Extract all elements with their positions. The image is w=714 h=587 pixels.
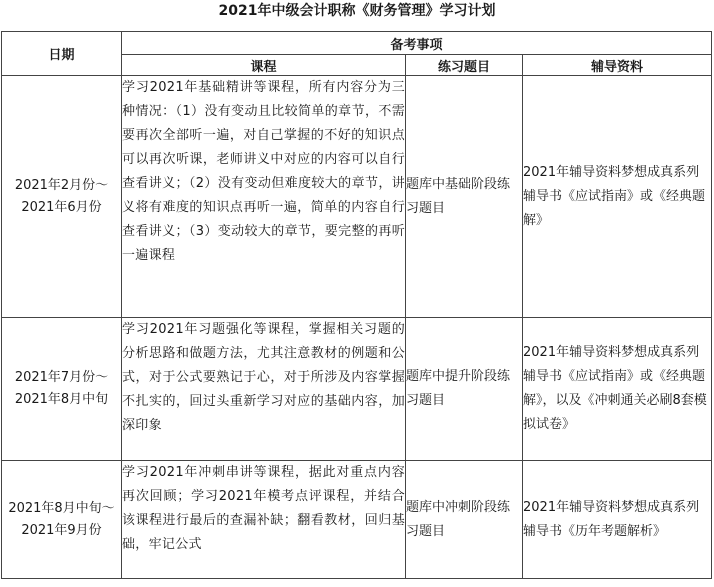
row-course: 学习2021年习题强化等课程，掌握相关习题的分析思路和做题方法，尤其注意教材的例题和公式，对于公式要熟记于心，对于所涉及内容掌握不扎实的，回过头重新学习对应的基础内容，加深印象 [122,318,406,461]
header-row-1 [2,32,712,55]
header-material: 辅导资料 [523,55,712,76]
header-practice: 练习题目 [406,55,523,76]
row-material: 2021年辅导资料梦想成真系列辅导书《应试指南》或《经典题解》，以及《冲刺通关必刷8套模拟试卷》 [523,318,712,461]
row-course: 学习2021年基础精讲等课程，所有内容分为三种情况：（1）没有变动且比较简单的章节，不需要再次全部听一遍，对自己掌握的不好的知识点可以再次听课，老师讲义中对应的内容可以自行查看讲义；（2）没有变动但难度较大的章节，讲义将有难度的知识点再听一遍，简单的内容自行查看讲义；（3）变动较大的章节，要完整的再听一遍课程 [122,76,406,318]
table-row [2,318,712,461]
page-title: 2021年中级会计职称《财务管理》学习计划 [218,3,496,19]
row-date: 2021年8月中旬～2021年9月份 [2,461,122,579]
row-practice: 题库中基础阶段练习题目 [406,76,523,318]
study-plan-table [1,31,712,579]
row-practice: 题库中提升阶段练习题目 [406,318,523,461]
row-course: 学习2021年冲刺串讲等课程，据此对重点内容再次回顾；学习2021年模考点评课程，并结合该课程进行最后的查漏补缺；翻看教材，回归基础，牢记公式 [122,461,406,579]
row-practice: 题库中冲刺阶段练习题目 [406,461,523,579]
header-date: 日期 [2,32,122,76]
row-date: 2021年7月份～2021年8月中旬 [2,318,122,461]
header-course: 课程 [122,55,406,76]
row-date: 2021年2月份～2021年6月份 [2,76,122,318]
table-row [2,76,712,318]
row-material: 2021年辅导资料梦想成真系列辅导书《历年考题解析》 [523,461,712,579]
table-row [2,461,712,579]
header-notes-group: 备考事项 [122,32,712,55]
row-material: 2021年辅导资料梦想成真系列辅导书《应试指南》或《经典题解》 [523,76,712,318]
